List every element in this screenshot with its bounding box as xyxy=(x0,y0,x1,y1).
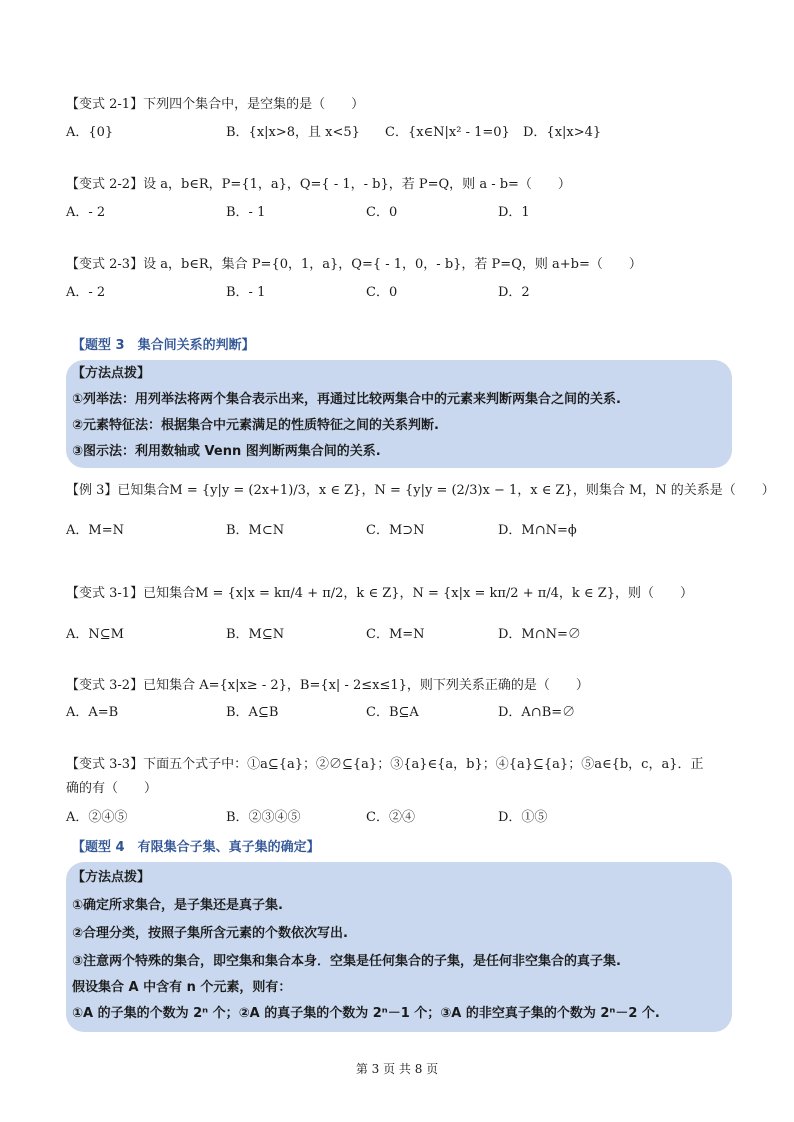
method-point-3: ③图示法：利用数轴或 Venn 图判断两集合间的关系. xyxy=(72,444,381,459)
option-b: B．A⊆B xyxy=(226,705,279,720)
option-c: C．B⊆A xyxy=(366,705,419,720)
method-box-title: 【方法点拨】 xyxy=(72,366,151,381)
method-box-title: 【方法点拨】 xyxy=(72,870,151,885)
question-v3-3-line1: 【变式 3-3】下面五个式子中：①a⊆{a}；②∅⊆{a}；③{a}∈{a，b}；④{a}⊆{a}；⑤a∈{b，c，a}．正 xyxy=(66,757,704,772)
question-v2-3: 【变式 2-3】设 a，b∈R，集合 P={0，1，a}，Q={ - 1，0，- b}，若 P=Q，则 a+b=（ ） xyxy=(66,257,642,272)
option-c: C．M⊃N xyxy=(366,523,425,538)
option-c: C．0 xyxy=(366,285,398,300)
method-point-2: ②元素特征法：根据集合中元素满足的性质特征之间的关系判断. xyxy=(72,418,439,433)
option-c: C．{x∈N|x² - 1=0} xyxy=(385,125,510,140)
option-c: C．M=N xyxy=(366,627,425,642)
method-point-5: ①A 的子集的个数为 2ⁿ 个；②A 的真子集的个数为 2ⁿ－1 个；③A 的非空真子集的个数为 2ⁿ－2 个. xyxy=(72,1006,660,1021)
method-point-4: 假设集合 A 中含有 n 个元素，则有： xyxy=(72,980,292,995)
page-footer: 第 3 页 共 8 页 xyxy=(355,1062,439,1076)
option-a: A．N⊆M xyxy=(66,627,124,642)
method-point-1: ①确定所求集合，是子集还是真子集. xyxy=(72,898,283,913)
option-d: D．2 xyxy=(498,285,530,300)
option-a: A．- 2 xyxy=(66,205,106,220)
question-v3-3-line2: 确的有（ ） xyxy=(66,781,158,796)
option-d: D．1 xyxy=(498,205,530,220)
option-b: B．- 1 xyxy=(226,205,266,220)
option-d: D．M∩N=ϕ xyxy=(498,523,577,538)
question-v2-2: 【变式 2-2】设 a，b∈R，P={1，a}，Q={ - 1，- b}，若 P=Q，则 a - b=（ ） xyxy=(66,177,571,192)
method-point-2: ②合理分类，按照子集所含元素的个数依次写出. xyxy=(72,926,348,941)
method-box-4 xyxy=(66,862,732,1032)
question-example-3: 【例 3】已知集合M = {y|y = (2x+1)/3，x ∈ Z}，N = {y|y = (2/3)x − 1，x ∈ Z}，则集合 M，N 的关系是（ ） xyxy=(66,483,775,498)
option-a: A．M=N xyxy=(66,523,124,538)
option-c: C．②④ xyxy=(366,810,415,825)
question-v3-2: 【变式 3-2】已知集合 A={x|x≥ - 2}，B={x| - 2≤x≤1}，则下列关系正确的是（ ） xyxy=(66,678,589,693)
option-b: B．M⊂N xyxy=(226,523,285,538)
option-b: B．{x|x>8，且 x<5} xyxy=(226,125,360,140)
option-a: A．- 2 xyxy=(66,285,106,300)
method-point-1: ①列举法：用列举法将两个集合表示出来，再通过比较两集合中的元素来判断两集合之间的关系. xyxy=(72,392,621,407)
method-box-3 xyxy=(66,360,732,468)
option-d: D．M∩N=∅ xyxy=(498,627,581,642)
section-title-4: 【题型 4 有限集合子集、真子集的确定】 xyxy=(72,840,320,855)
option-d: D．{x|x>4} xyxy=(523,125,602,140)
option-b: B．- 1 xyxy=(226,285,266,300)
option-b: B．M⊆N xyxy=(226,627,285,642)
method-point-3: ③注意两个特殊的集合，即空集和集合本身．空集是任何集合的子集，是任何非空集合的真子集. xyxy=(72,954,621,969)
section-title-3: 【题型 3 集合间关系的判断】 xyxy=(72,338,255,353)
question-v3-1: 【变式 3-1】已知集合M = {x|x = kπ/4 + π/2，k ∈ Z}，N = {x|x = kπ/2 + π/4，k ∈ Z}，则（ ） xyxy=(66,586,693,601)
option-d: D．①⑤ xyxy=(498,810,548,825)
option-d: D．A∩B=∅ xyxy=(498,705,576,720)
option-a: A．A=B xyxy=(66,705,119,720)
option-a: A．{0} xyxy=(66,125,114,140)
option-a: A．②④⑤ xyxy=(66,810,128,825)
question-v2-1: 【变式 2-1】下列四个集合中，是空集的是（ ） xyxy=(66,97,365,112)
option-b: B．②③④⑤ xyxy=(226,810,301,825)
option-c: C．0 xyxy=(366,205,398,220)
